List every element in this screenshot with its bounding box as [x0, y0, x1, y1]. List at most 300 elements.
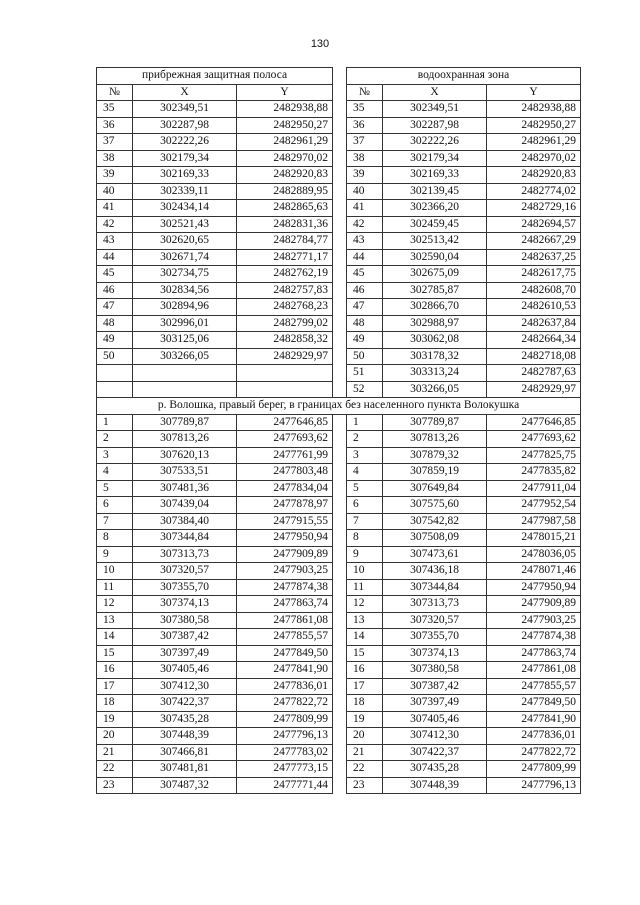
left-point-number: 2	[97, 431, 133, 448]
right-y-value: 2482637,84	[487, 315, 581, 332]
right-x-value: 303266,05	[383, 381, 487, 398]
left-x-value: 302179,34	[133, 150, 237, 167]
column-gap	[333, 282, 347, 299]
right-point-number: 2	[347, 431, 383, 448]
table-row	[97, 183, 581, 200]
left-x-value: 302222,26	[133, 134, 237, 151]
left-x-value: 307813,26	[133, 431, 237, 448]
right-point-number: 13	[347, 612, 383, 629]
right-x-value: 302139,45	[383, 183, 487, 200]
left-x-value: 302834,56	[133, 282, 237, 299]
right-point-number: 36	[347, 117, 383, 134]
left-point-number: 6	[97, 497, 133, 514]
left-y-value: 2477836,01	[237, 678, 333, 695]
left-y-value: 2477796,13	[237, 728, 333, 745]
right-x-value: 307448,39	[383, 777, 487, 794]
left-point-number: 48	[97, 315, 133, 332]
left-point-number: 38	[97, 150, 133, 167]
left-x-value: 302734,75	[133, 266, 237, 283]
right-y-value: 2482610,53	[487, 299, 581, 316]
column-gap	[333, 431, 347, 448]
column-gap	[333, 216, 347, 233]
left-point-number: 15	[97, 645, 133, 662]
left-x-value: 302339,11	[133, 183, 237, 200]
left-x-value: 307387,42	[133, 629, 237, 646]
column-gap	[333, 711, 347, 728]
table-row	[97, 150, 581, 167]
right-x-value: 307859,19	[383, 464, 487, 481]
left-point-number	[97, 381, 133, 398]
left-x-value: 307422,37	[133, 695, 237, 712]
page-number: 130	[310, 38, 330, 50]
left-y-value	[237, 381, 333, 398]
right-x-value: 303178,32	[383, 348, 487, 365]
right-x-value: 307313,73	[383, 596, 487, 613]
left-y-value: 2482889,95	[237, 183, 333, 200]
column-gap	[333, 695, 347, 712]
right-point-number: 19	[347, 711, 383, 728]
left-x-value: 307487,32	[133, 777, 237, 794]
right-y-value: 2482774,02	[487, 183, 581, 200]
right-x-value: 307422,37	[383, 744, 487, 761]
table-title-row	[97, 68, 581, 85]
column-gap	[333, 563, 347, 580]
table-row	[97, 596, 581, 613]
column-gap	[333, 645, 347, 662]
left-y-value: 2477915,55	[237, 513, 333, 530]
column-gap	[333, 183, 347, 200]
left-x-value: 303266,05	[133, 348, 237, 365]
table-row	[97, 695, 581, 712]
right-point-number: 22	[347, 761, 383, 778]
right-point-number: 38	[347, 150, 383, 167]
right-x-value: 302590,04	[383, 249, 487, 266]
right-y-value: 2482970,02	[487, 150, 581, 167]
left-y-value: 2477903,25	[237, 563, 333, 580]
right-y-value: 2478036,05	[487, 546, 581, 563]
column-gap	[333, 348, 347, 365]
table-row	[97, 761, 581, 778]
left-point-number: 4	[97, 464, 133, 481]
table-row	[97, 612, 581, 629]
left-x-value: 307448,39	[133, 728, 237, 745]
table-row	[97, 348, 581, 365]
right-point-number: 12	[347, 596, 383, 613]
table-row	[97, 332, 581, 349]
left-y-value: 2477834,04	[237, 480, 333, 497]
left-x-value: 307620,13	[133, 447, 237, 464]
left-y-value: 2482762,19	[237, 266, 333, 283]
right-x-value: 307387,42	[383, 678, 487, 695]
column-gap	[333, 530, 347, 547]
right-x-value: 307320,57	[383, 612, 487, 629]
right-x-value: 303062,08	[383, 332, 487, 349]
right-point-number: 11	[347, 579, 383, 596]
left-y-value: 2477761,99	[237, 447, 333, 464]
left-point-number: 13	[97, 612, 133, 629]
table-row	[97, 200, 581, 217]
column-gap	[333, 447, 347, 464]
right-point-number: 42	[347, 216, 383, 233]
left-x-value: 302996,01	[133, 315, 237, 332]
left-x-header: X	[133, 84, 237, 101]
left-x-value: 302620,65	[133, 233, 237, 250]
left-x-value: 302169,33	[133, 167, 237, 184]
right-column-title: водоохранная зона	[347, 68, 581, 85]
left-y-value: 2477861,08	[237, 612, 333, 629]
right-y-value: 2482787,63	[487, 365, 581, 382]
table-row	[97, 645, 581, 662]
left-x-value: 307481,81	[133, 761, 237, 778]
right-y-value: 2477863,74	[487, 645, 581, 662]
right-y-header: Y	[487, 84, 581, 101]
right-point-number: 17	[347, 678, 383, 695]
right-x-value: 303313,24	[383, 365, 487, 382]
right-point-number: 16	[347, 662, 383, 679]
right-point-number: 23	[347, 777, 383, 794]
right-x-value: 307435,28	[383, 761, 487, 778]
table-row	[97, 216, 581, 233]
table-row	[97, 563, 581, 580]
left-point-number: 22	[97, 761, 133, 778]
table-row	[97, 546, 581, 563]
right-x-value: 302169,33	[383, 167, 487, 184]
column-gap	[333, 579, 347, 596]
right-point-number: 43	[347, 233, 383, 250]
right-x-value: 307473,61	[383, 546, 487, 563]
left-point-number: 39	[97, 167, 133, 184]
column-gap	[333, 480, 347, 497]
left-point-number: 8	[97, 530, 133, 547]
right-point-number: 6	[347, 497, 383, 514]
right-x-value: 307542,82	[383, 513, 487, 530]
left-y-value: 2477855,57	[237, 629, 333, 646]
left-y-value: 2482858,32	[237, 332, 333, 349]
left-point-number: 44	[97, 249, 133, 266]
left-x-value: 303125,06	[133, 332, 237, 349]
right-x-value: 307436,18	[383, 563, 487, 580]
column-gap	[333, 150, 347, 167]
right-y-value: 2477809,99	[487, 761, 581, 778]
right-point-number: 15	[347, 645, 383, 662]
left-x-value: 307313,73	[133, 546, 237, 563]
left-x-value: 302671,74	[133, 249, 237, 266]
left-x-value: 307380,58	[133, 612, 237, 629]
table-row	[97, 431, 581, 448]
right-y-value: 2482950,27	[487, 117, 581, 134]
left-y-value: 2477693,62	[237, 431, 333, 448]
left-y-value: 2477771,44	[237, 777, 333, 794]
left-num-header: №	[97, 84, 133, 101]
left-y-value: 2482784,77	[237, 233, 333, 250]
left-point-number: 23	[97, 777, 133, 794]
left-x-value: 307533,51	[133, 464, 237, 481]
table-row	[97, 117, 581, 134]
left-y-value: 2477874,38	[237, 579, 333, 596]
right-x-value: 302675,09	[383, 266, 487, 283]
left-point-number: 9	[97, 546, 133, 563]
left-y-value: 2477822,72	[237, 695, 333, 712]
table-row	[97, 299, 581, 316]
table-row	[97, 728, 581, 745]
right-y-value: 2477855,57	[487, 678, 581, 695]
column-gap	[333, 332, 347, 349]
right-point-number: 40	[347, 183, 383, 200]
left-y-value: 2477773,15	[237, 761, 333, 778]
right-y-value: 2482637,25	[487, 249, 581, 266]
column-gap	[333, 728, 347, 745]
left-y-value: 2482920,83	[237, 167, 333, 184]
left-y-value: 2482970,02	[237, 150, 333, 167]
right-y-value: 2477987,58	[487, 513, 581, 530]
left-point-number: 3	[97, 447, 133, 464]
table-row	[97, 579, 581, 596]
right-x-value: 302459,45	[383, 216, 487, 233]
left-y-value: 2477878,97	[237, 497, 333, 514]
left-point-number: 11	[97, 579, 133, 596]
table-row	[97, 266, 581, 283]
left-point-number: 5	[97, 480, 133, 497]
left-x-value: 307435,28	[133, 711, 237, 728]
right-point-number: 44	[347, 249, 383, 266]
right-y-value: 2477841,90	[487, 711, 581, 728]
left-column-title: прибрежная защитная полоса	[97, 68, 333, 85]
column-gap	[333, 200, 347, 217]
column-gap	[333, 761, 347, 778]
right-y-value: 2482929,97	[487, 381, 581, 398]
table-row	[97, 629, 581, 646]
column-gap	[333, 546, 347, 563]
left-point-number: 18	[97, 695, 133, 712]
right-x-value: 307374,13	[383, 645, 487, 662]
section-title-row	[97, 398, 581, 415]
right-y-value: 2477849,50	[487, 695, 581, 712]
right-y-value: 2482608,70	[487, 282, 581, 299]
left-y-value: 2477809,99	[237, 711, 333, 728]
table-row	[97, 365, 581, 382]
right-x-value: 302287,98	[383, 117, 487, 134]
left-point-number: 7	[97, 513, 133, 530]
column-gap	[333, 497, 347, 514]
right-y-value: 2477693,62	[487, 431, 581, 448]
right-x-value: 302349,51	[383, 101, 487, 118]
right-y-value: 2477825,75	[487, 447, 581, 464]
right-x-value: 307344,84	[383, 579, 487, 596]
right-x-value: 302366,20	[383, 200, 487, 217]
column-gap	[333, 513, 347, 530]
left-y-header: Y	[237, 84, 333, 101]
column-gap	[333, 464, 347, 481]
left-x-value	[133, 381, 237, 398]
left-y-value: 2477803,48	[237, 464, 333, 481]
left-x-value	[133, 365, 237, 382]
left-x-value: 307320,57	[133, 563, 237, 580]
left-point-number: 10	[97, 563, 133, 580]
right-y-value: 2478071,46	[487, 563, 581, 580]
table-header-row	[97, 84, 581, 101]
left-x-value: 307397,49	[133, 645, 237, 662]
table-row	[97, 233, 581, 250]
right-x-value: 302222,26	[383, 134, 487, 151]
right-y-value: 2477796,13	[487, 777, 581, 794]
table-row	[97, 711, 581, 728]
right-y-value: 2477952,54	[487, 497, 581, 514]
right-x-value: 307813,26	[383, 431, 487, 448]
right-x-value: 307649,84	[383, 480, 487, 497]
left-point-number: 43	[97, 233, 133, 250]
right-y-value: 2477911,04	[487, 480, 581, 497]
right-y-value: 2482694,57	[487, 216, 581, 233]
column-gap	[333, 612, 347, 629]
left-x-value: 307481,36	[133, 480, 237, 497]
left-y-value: 2482757,83	[237, 282, 333, 299]
left-x-value: 307439,04	[133, 497, 237, 514]
right-point-number: 9	[347, 546, 383, 563]
table-row	[97, 662, 581, 679]
right-x-value: 307508,09	[383, 530, 487, 547]
right-y-value: 2482961,29	[487, 134, 581, 151]
column-gap	[333, 678, 347, 695]
column-gap	[333, 134, 347, 151]
column-gap	[333, 167, 347, 184]
left-point-number: 12	[97, 596, 133, 613]
table-row	[97, 249, 581, 266]
right-x-value: 307380,58	[383, 662, 487, 679]
column-gap	[333, 777, 347, 794]
left-y-value: 2482768,23	[237, 299, 333, 316]
table-row	[97, 447, 581, 464]
right-y-value: 2482664,34	[487, 332, 581, 349]
right-y-value: 2477903,25	[487, 612, 581, 629]
left-y-value: 2477863,74	[237, 596, 333, 613]
column-gap	[333, 414, 347, 431]
table-row	[97, 678, 581, 695]
right-y-value: 2477836,01	[487, 728, 581, 745]
left-x-value: 307344,84	[133, 530, 237, 547]
table-row	[97, 480, 581, 497]
table-row	[97, 744, 581, 761]
right-x-value: 302513,42	[383, 233, 487, 250]
left-y-value: 2482938,88	[237, 101, 333, 118]
column-gap	[333, 662, 347, 679]
column-gap	[333, 629, 347, 646]
right-x-value: 307575,60	[383, 497, 487, 514]
left-x-value: 307405,46	[133, 662, 237, 679]
right-point-number: 20	[347, 728, 383, 745]
left-x-value: 307412,30	[133, 678, 237, 695]
right-y-value: 2477646,85	[487, 414, 581, 431]
table-row	[97, 464, 581, 481]
column-gap	[333, 68, 347, 85]
left-point-number: 50	[97, 348, 133, 365]
left-point-number	[97, 365, 133, 382]
left-x-value: 307466,81	[133, 744, 237, 761]
table-row	[97, 530, 581, 547]
left-x-value: 302287,98	[133, 117, 237, 134]
left-y-value: 2477783,02	[237, 744, 333, 761]
left-x-value: 307355,70	[133, 579, 237, 596]
right-x-value: 307355,70	[383, 629, 487, 646]
left-y-value: 2482771,17	[237, 249, 333, 266]
left-point-number: 35	[97, 101, 133, 118]
left-y-value: 2477849,50	[237, 645, 333, 662]
column-gap	[333, 266, 347, 283]
coordinates-table-body	[97, 68, 581, 794]
section-title: р. Волошка, правый берег, в границах без населенного пункта Волокушка	[97, 398, 581, 415]
right-y-value: 2477861,08	[487, 662, 581, 679]
right-x-value: 302785,87	[383, 282, 487, 299]
table-row	[97, 134, 581, 151]
right-point-number: 35	[347, 101, 383, 118]
right-point-number: 39	[347, 167, 383, 184]
left-x-value: 302349,51	[133, 101, 237, 118]
left-point-number: 20	[97, 728, 133, 745]
left-point-number: 21	[97, 744, 133, 761]
right-x-value: 307412,30	[383, 728, 487, 745]
table-row	[97, 167, 581, 184]
left-x-value: 307384,40	[133, 513, 237, 530]
left-point-number: 14	[97, 629, 133, 646]
column-gap	[333, 233, 347, 250]
column-gap	[333, 84, 347, 101]
right-point-number: 14	[347, 629, 383, 646]
left-point-number: 45	[97, 266, 133, 283]
right-y-value: 2477909,89	[487, 596, 581, 613]
right-point-number: 45	[347, 266, 383, 283]
right-x-value: 307879,32	[383, 447, 487, 464]
left-point-number: 42	[97, 216, 133, 233]
left-point-number: 17	[97, 678, 133, 695]
table-row	[97, 513, 581, 530]
left-point-number: 49	[97, 332, 133, 349]
right-point-number: 4	[347, 464, 383, 481]
right-y-value: 2477835,82	[487, 464, 581, 481]
left-y-value: 2477646,85	[237, 414, 333, 431]
table-row	[97, 315, 581, 332]
right-x-value: 307789,87	[383, 414, 487, 431]
right-point-number: 52	[347, 381, 383, 398]
right-point-number: 3	[347, 447, 383, 464]
left-x-value: 302894,96	[133, 299, 237, 316]
left-point-number: 16	[97, 662, 133, 679]
right-y-value: 2478015,21	[487, 530, 581, 547]
right-x-value: 302179,34	[383, 150, 487, 167]
left-y-value: 2482950,27	[237, 117, 333, 134]
left-y-value: 2477841,90	[237, 662, 333, 679]
right-x-value: 307405,46	[383, 711, 487, 728]
right-point-number: 46	[347, 282, 383, 299]
left-point-number: 19	[97, 711, 133, 728]
table-row	[97, 282, 581, 299]
right-point-number: 10	[347, 563, 383, 580]
column-gap	[333, 299, 347, 316]
left-y-value: 2482929,97	[237, 348, 333, 365]
table-row	[97, 497, 581, 514]
left-x-value: 302521,43	[133, 216, 237, 233]
column-gap	[333, 315, 347, 332]
right-x-value: 307397,49	[383, 695, 487, 712]
right-point-number: 37	[347, 134, 383, 151]
coordinates-table	[96, 67, 581, 794]
left-y-value: 2477909,89	[237, 546, 333, 563]
right-y-value: 2482729,16	[487, 200, 581, 217]
left-point-number: 41	[97, 200, 133, 217]
table-row	[97, 381, 581, 398]
column-gap	[333, 365, 347, 382]
left-point-number: 47	[97, 299, 133, 316]
right-x-value: 302866,70	[383, 299, 487, 316]
column-gap	[333, 596, 347, 613]
